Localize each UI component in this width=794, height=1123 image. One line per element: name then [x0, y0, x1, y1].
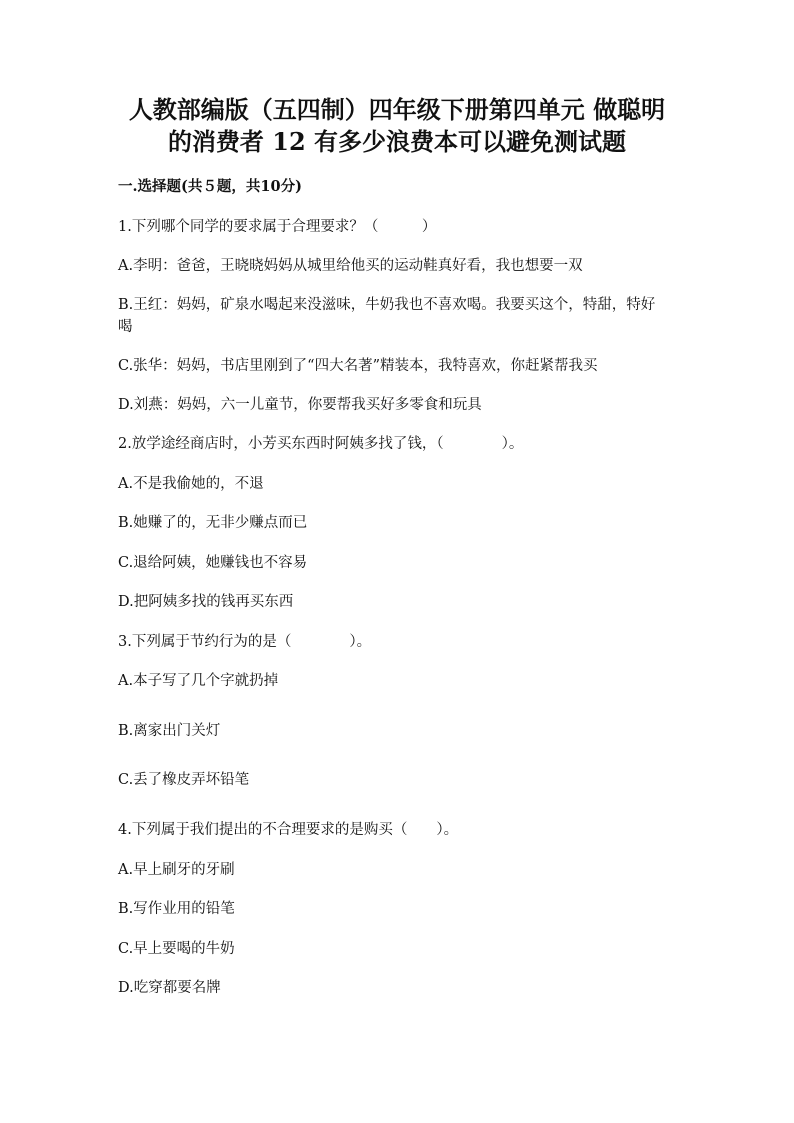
document-title: [0, 94, 794, 158]
question-3-stem: 3.下列属于节约行为的是（ ）。: [118, 634, 372, 650]
question-4-option-d: D.吃穿都要名牌: [118, 980, 221, 996]
section-heading: 一.选择题(共５题，共10分): [118, 178, 302, 195]
question-4-option-c: C.早上要喝的牛奶: [118, 941, 235, 957]
question-3-option-a: A.本子写了几个字就扔掉: [118, 673, 279, 689]
question-2-option-c: C.退给阿姨，她赚钱也不容易: [118, 555, 308, 571]
question-3-option-c: C.丢了橡皮弄坏铅笔: [118, 772, 250, 788]
title-line-1: 人教部编版（五四制）四年级下册第四单元 做聪明: [128, 95, 666, 124]
question-2-stem: 2.放学途经商店时，小芳买东西时阿姨多找了钱，（ ）。: [118, 436, 524, 452]
question-2-option-a: A.不是我偷她的，不退: [118, 476, 264, 492]
question-1-option-a: A.李明：爸爸，王晓晓妈妈从城里给他买的运动鞋真好看，我也想要一双: [118, 258, 583, 274]
question-3-option-b: B.离家出门关灯: [118, 723, 221, 739]
question-1-option-d: D.刘燕：妈妈，六一儿童节，你要帮我买好多零食和玩具: [118, 397, 482, 413]
question-2-option-b: B.她赚了的，无非少赚点而已: [118, 515, 308, 531]
question-4-stem: 4.下列属于我们提出的不合理要求的是购买（ ）。: [118, 822, 459, 838]
title-line-2: 的消费者 12 有多少浪费本可以避免测试题: [167, 127, 627, 156]
question-1-option-c: C.张华：妈妈，书店里刚到了“四大名著”精装本，我特喜欢，你赶紧帮我买: [118, 358, 598, 374]
question-1-option-b: B.王红：妈妈，矿泉水喝起来没滋味，牛奶我也不喜欢喝。我要买这个，特甜，特好喝: [118, 297, 656, 335]
question-4-option-b: B.写作业用的铅笔: [118, 901, 235, 917]
question-1-stem: 1.下列哪个同学的要求属于合理要求？（ ）: [118, 219, 437, 235]
question-4-option-a: A.早上刷牙的牙刷: [118, 862, 235, 878]
question-2-option-d: D.把阿姨多找的钱再买东西: [118, 594, 294, 610]
